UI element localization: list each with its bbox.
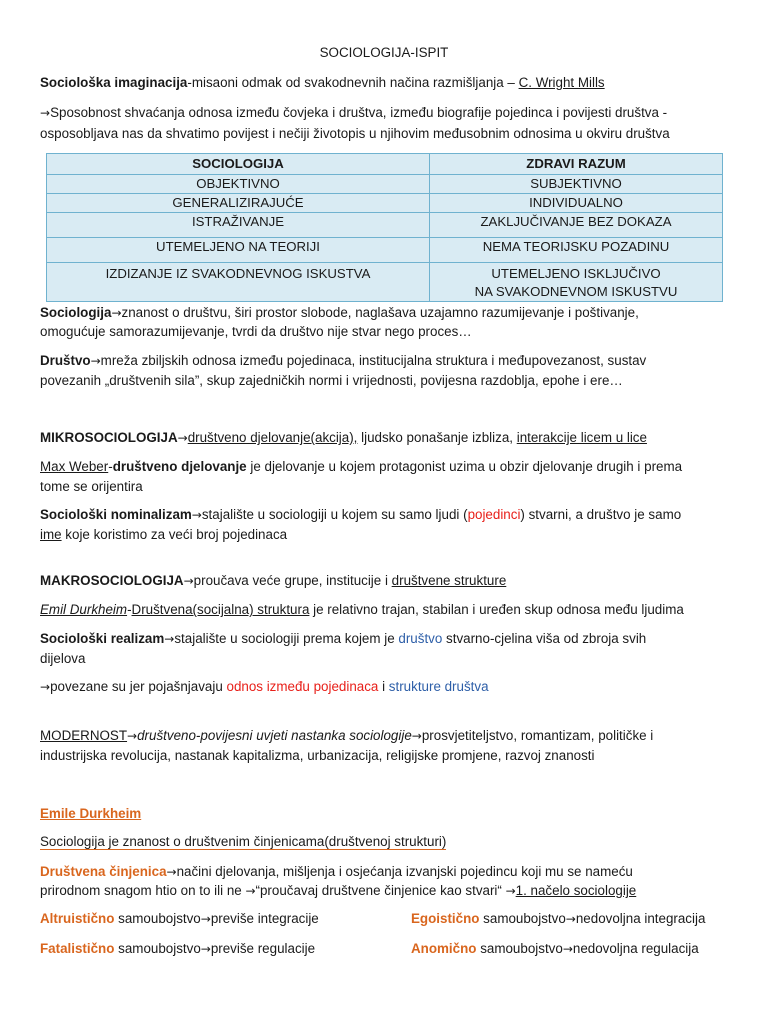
table-row (47, 263, 723, 302)
nominalizam-part1: stajalište u sociologiji u kojem su samo ljudi ( (201, 507, 468, 522)
nominalizam-line1 (40, 505, 681, 525)
arrow-icon: → (111, 306, 122, 320)
page-title: SOCIOLOGIJA-ISPIT (319, 45, 449, 60)
nominalizam-ime: ime (40, 527, 62, 542)
suicide-word: samoubojstvo (479, 911, 566, 926)
table-row (47, 238, 723, 263)
table-cell: UTEMELJENO NA TEORIJI (47, 238, 430, 263)
realizam-part1: stajalište u sociologiji prema kojem je (174, 631, 399, 646)
imagination-explanation-2: osposobljava nas da shvatimo povijest i nečiji životopis u njihovim međusobnim odnosima u okviru društva (40, 126, 670, 141)
weber-text-1: je djelovanje u kojem protagonist uzima u obzir djelovanje drugih i prema (246, 459, 683, 474)
comparison-table (46, 153, 723, 302)
fact-text-1: načini djelovanja, mišljenja i osjećanja izvanjski pojedincu koji mu se nameću (176, 864, 633, 879)
durkheim-struct-line (40, 600, 684, 620)
povezane-part1: povezane su jer pojašnjavaju (50, 679, 227, 694)
table-row (47, 175, 723, 194)
suicide-word: samoubojstvo (114, 911, 201, 926)
nominalizam-line2 (40, 525, 287, 545)
weber-dash: - (108, 459, 113, 474)
arrow-icon: → (245, 884, 256, 898)
realizam-line1 (40, 629, 646, 649)
imagination-arrow-line1 (40, 103, 667, 123)
modernost-term: MODERNOST (40, 728, 128, 743)
realizam-term: Sociološki realizam (40, 631, 165, 646)
table-cell-line: UTEMELJENO ISKLJUČIVO (491, 266, 661, 281)
arrow-icon: → (164, 632, 175, 646)
fact-quote: “proučavaj društvene činjenice kao stvari“ (255, 883, 506, 898)
table-cell: INDIVIDUALNO (430, 194, 723, 213)
weber-line1 (40, 457, 682, 477)
modernost-text-2: industrijska revolucija, nastanak kapitalizma, urbanizacija, religijske promjene, razvoj znanosti (40, 748, 595, 763)
suicide-cause: nedovoljna integracija (575, 911, 706, 926)
imagination-definition: -misaoni odmak od svakodnevnih načina razmišljanja – (187, 75, 519, 90)
suicide-cause: nedovoljna regulacija (572, 941, 699, 956)
arrow-icon: → (562, 942, 573, 956)
table-cell: NEMA TEORIJSKU POZADINU (430, 238, 723, 263)
imagination-explanation-1: Sposobnost shvaćanja odnosa između čovjeka i društva, između biografije pojedinca i povijesti društva - (50, 105, 668, 120)
arrow-icon: → (411, 729, 422, 743)
suicide-word: samoubojstvo (114, 941, 201, 956)
durkheim-heading (40, 804, 141, 824)
table-header-row (47, 154, 723, 175)
table-cell: ISTRAŽIVANJE (47, 213, 430, 238)
weber-author: Max Weber (40, 459, 109, 474)
makro-text: proučava veće grupe, institucije i (193, 573, 392, 588)
drustvo-text-1: mreža zbiljskih odnosa između pojedinaca, institucijalna struktura i međupovezanost, sustav (100, 353, 647, 368)
nominalizam-line2-rest: koje koristimo za veći broj pojedinaca (61, 527, 288, 542)
drustvo-line1 (40, 351, 646, 371)
arrow-icon: → (40, 106, 51, 120)
durkheim-subheading-text: Sociologija je znanost o društvenim činjenicama(društvenoj strukturi) (40, 834, 447, 849)
mikro-line (40, 428, 647, 448)
table-cell: OBJEKTIVNO (47, 175, 430, 194)
modernost-text-1: prosvjetiteljstvo, romantizam, političke i (421, 728, 654, 743)
table-cell-line: NA SVAKODNEVNOM ISKUSTVU (474, 284, 678, 299)
modernost-line1 (40, 726, 653, 746)
arrow-icon: → (200, 912, 211, 926)
drustvo-term: Društvo (40, 353, 91, 368)
weber-text-2: tome se orijentira (40, 479, 143, 494)
povezane-red: odnos između pojedinaca (226, 679, 379, 694)
durkheim-struct-author: Emil Durkheim (40, 602, 128, 617)
arrow-icon: → (191, 508, 202, 522)
suicide-type: Anomično (411, 941, 477, 956)
arrow-icon: → (166, 865, 177, 879)
table-cell: IZDIZANJE IZ SVAKODNEVNOG ISKUSTVA (47, 263, 430, 302)
suicide-egoistic (411, 909, 705, 929)
imagination-line (40, 73, 605, 93)
arrow-icon: → (565, 912, 576, 926)
nominalizam-term: Sociološki nominalizam (40, 507, 192, 522)
durkheim-struct-dash: - (127, 602, 132, 617)
table-header-sociologija: SOCIOLOGIJA (47, 154, 430, 175)
sociologija-term: Sociologija (40, 305, 112, 320)
realizam-highlight: društvo (398, 631, 443, 646)
imagination-author: C. Wright Mills (518, 75, 605, 90)
fact-term: Društvena činjenica (40, 864, 167, 879)
suicide-fatalistic (40, 939, 315, 959)
realizam-part2: stvarno-cjelina viša od zbroja svih (442, 631, 647, 646)
fact-line1 (40, 862, 633, 882)
table-row (47, 194, 723, 213)
suicide-type: Altruistično (40, 911, 115, 926)
table-header-zdravi-razum: ZDRAVI RAZUM (430, 154, 723, 175)
arrow-icon: → (183, 574, 194, 588)
arrow-icon: → (40, 680, 51, 694)
arrow-icon: → (505, 884, 516, 898)
modernost-italic: društveno-povijesni uvjeti nastanka sociologije (137, 728, 412, 743)
makro-term: MAKROSOCIOLOGIJA (40, 573, 184, 588)
fact-line2 (40, 881, 636, 901)
mikro-action: društveno djelovanje(akcija), (187, 430, 358, 445)
mikro-interaction: interakcije licem u lice (516, 430, 647, 445)
suicide-altruistic (40, 909, 319, 929)
table-cell: GENERALIZIRAJUĆE (47, 194, 430, 213)
sociologija-line1 (40, 303, 639, 323)
arrow-icon: → (177, 431, 188, 445)
povezane-mid: i (378, 679, 389, 694)
table-cell: SUBJEKTIVNO (430, 175, 723, 194)
mikro-term: MIKROSOCIOLOGIJA (40, 430, 178, 445)
suicide-anomic (411, 939, 699, 959)
fact-principle: 1. načelo sociologije (515, 883, 637, 898)
sociologija-text-1: znanost o društvu, širi prostor slobode, naglašava uzajamno razumijevanje i poštivanje, (121, 305, 639, 320)
table-cell: ZAKLJUČIVANJE BEZ DOKAZA (430, 213, 723, 238)
suicide-type: Fatalistično (40, 941, 115, 956)
makro-line (40, 571, 506, 591)
durkheim-struct-term: Društvena(socijalna) struktura (131, 602, 310, 617)
povezane-line (40, 677, 489, 697)
weber-term: društveno djelovanje (112, 459, 247, 474)
mikro-mid: ljudsko ponašanje izbliza, (357, 430, 517, 445)
imagination-term: Sociološka imaginacija (40, 75, 188, 90)
durkheim-subheading (40, 832, 446, 852)
suicide-cause: previše integracije (210, 911, 319, 926)
nominalizam-part2: ) stvarni, a društvo je samo (520, 507, 682, 522)
table-cell (430, 263, 723, 302)
arrow-icon: → (200, 942, 211, 956)
durkheim-heading-text: Emile Durkheim (40, 806, 142, 821)
arrow-icon: → (90, 354, 101, 368)
realizam-line2: dijelova (40, 651, 86, 666)
arrow-icon: → (127, 729, 138, 743)
makro-structures: društvene strukture (391, 573, 507, 588)
sociologija-text-2: omogućuje samorazumijevanje, tvrdi da društvo nije stvar nego proces… (40, 324, 472, 339)
suicide-type: Egoistično (411, 911, 480, 926)
durkheim-struct-text: je relativno trajan, stabilan i uređen skup odnosa među ljudima (309, 602, 684, 617)
fact-text-2: prirodnom snagom htio on to ili ne (40, 883, 246, 898)
suicide-word: samoubojstvo (476, 941, 563, 956)
nominalizam-highlight: pojedinci (467, 507, 521, 522)
suicide-cause: previše regulacije (210, 941, 316, 956)
povezane-blue: strukture društva (388, 679, 489, 694)
table-row (47, 213, 723, 238)
drustvo-text-2: povezanih „društvenih sila”, skup zajedničkih normi i vrijednosti, povijesna razdoblja, epohe i ere… (40, 373, 623, 388)
